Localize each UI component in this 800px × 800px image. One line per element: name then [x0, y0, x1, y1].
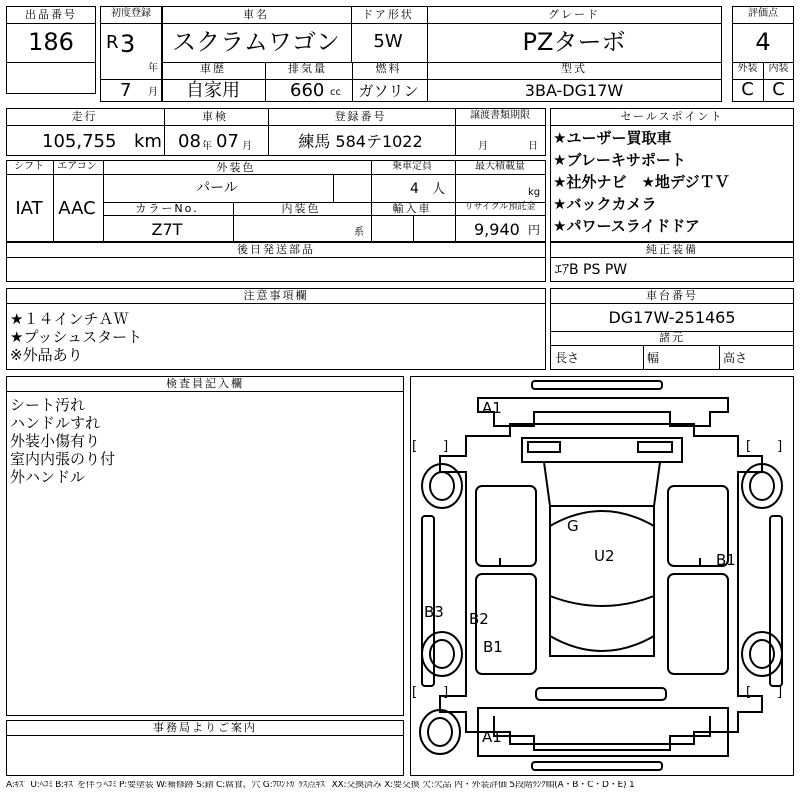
ext-grade: C [741, 79, 754, 100]
fuel: ガソリン [358, 82, 419, 100]
capacity: 4 [410, 181, 419, 197]
fuel-label: 燃料 [375, 62, 402, 75]
caution-item: ★１４インチＡＷ [10, 310, 129, 328]
registration-number: 練馬 584テ1022 [298, 132, 423, 151]
car-diagram [410, 376, 794, 776]
transfer-month-unit: 月 [478, 141, 488, 152]
shift: IAT [15, 198, 43, 219]
bracket-mark: [ ] [746, 439, 783, 454]
cautions-label: 注意事項欄 [243, 289, 309, 302]
grade: PZターボ [522, 28, 626, 56]
recycle-label: リサイクル預託金 [464, 202, 536, 212]
ac: AAC [58, 198, 96, 219]
legend: A:ｷｽﾞ U:ﾍｺﾐ B:ｷｽﾞを伴うﾍｺﾐ P:要塗装 W:補修跡 S:錆 C:腐食、穴 G:ﾌﾛﾝﾄｶﾞﾗｽ点ｷｽﾞ XX:交換済み X:要交換 欠:欠品 内・外装評価 5段階ﾗﾝｸ順(A・B・C・D・E) 1 [6, 781, 635, 790]
chassis-label: 車台番号 [646, 289, 698, 302]
month-unit: 月 [148, 87, 158, 98]
bracket-mark: [ ] [412, 685, 449, 700]
capacity-unit: 人 [432, 182, 446, 197]
inspection-month-unit: 月 [242, 141, 252, 152]
history: 自家用 [186, 80, 240, 101]
first-reg-label: 初度登録 [111, 8, 151, 19]
car-name-label: 車名 [243, 8, 269, 21]
sales-point-item: ★社外ナビ ★地デジＴＶ [553, 173, 730, 191]
max-load-unit: kg [528, 187, 541, 198]
inspector-note: ハンドルすれ [10, 414, 101, 432]
inspector-label: 検査員記入欄 [166, 377, 244, 390]
int-grade: C [772, 79, 785, 100]
shift-label: シフト [14, 161, 44, 172]
score: 4 [755, 28, 771, 56]
damage-mark: A1 [482, 399, 502, 417]
later-parts-label: 後日発送部品 [237, 243, 315, 256]
mileage: 105,755 [42, 131, 117, 152]
equipment-value: ｴｱB PS PW [555, 262, 628, 278]
caution-item: ※外品あり [10, 346, 83, 364]
ext-color: パール [196, 180, 238, 196]
bracket-mark: [ ] [746, 685, 783, 700]
inspection-month: 07 [216, 131, 239, 152]
spec-label: 諸元 [659, 331, 685, 344]
damage-mark: G [567, 517, 579, 535]
mileage-label: 走行 [71, 110, 98, 123]
door-type: 5W [373, 31, 403, 52]
ext-color-label: 外装色 [216, 161, 256, 174]
max-load-label: 最大積載量 [475, 161, 525, 172]
capacity-label: 乗車定員 [392, 161, 432, 172]
transfer-docs-label: 譲渡書類期限 [470, 110, 530, 121]
sales-point-item: ★パワースライドドア [553, 217, 700, 235]
inspector-note: 室内内張のり付 [10, 450, 116, 468]
model-code: 3BA-DG17W [524, 81, 624, 100]
door-label: ドア形状 [362, 8, 414, 21]
score-label: 評価点 [748, 8, 778, 19]
import-label: 輸入車 [392, 202, 432, 215]
inspection-year: 08 [178, 131, 201, 152]
reg-no-label: 登録番号 [334, 110, 387, 123]
office-label: 事務局よりご案内 [153, 721, 257, 734]
damage-mark: B1 [483, 638, 503, 656]
recycle-fee: 9,940 [474, 220, 520, 239]
era: R [106, 32, 119, 53]
displacement-unit: cc [330, 87, 341, 98]
displacement-label: 排気量 [288, 62, 327, 75]
damage-mark: B3 [424, 603, 444, 621]
car-name: スクラムワゴン [172, 28, 340, 56]
grade-label: グレード [548, 8, 600, 21]
inspection-label: 車検 [202, 110, 228, 123]
color-no-label: カラーNo. [135, 202, 199, 215]
lot-label: 出品番号 [25, 8, 77, 21]
length-label: 長さ [555, 351, 580, 365]
int-grade-label: 内装 [768, 63, 789, 74]
inspection-year-unit: 年 [202, 141, 212, 152]
history-label: 車歴 [200, 62, 226, 75]
inspector-note: 外装小傷有り [10, 432, 101, 450]
recycle-unit: 円 [528, 223, 541, 237]
sales-points-label: セールスポイント [620, 110, 724, 123]
height-label: 高さ [723, 351, 748, 365]
caution-item: ★プッシュスタート [10, 328, 143, 346]
color-no: Z7T [151, 220, 183, 239]
lot-number: 186 [28, 28, 74, 56]
bracket-mark: [ ] [412, 439, 449, 454]
displacement: 660 [290, 80, 325, 101]
width-label: 幅 [647, 351, 660, 365]
inspector-note: 外ハンドル [10, 468, 86, 486]
chassis-number: DG17W-251465 [608, 308, 736, 327]
damage-mark: B2 [469, 610, 489, 628]
damage-mark: B1 [716, 551, 736, 569]
mileage-unit: km [134, 131, 162, 152]
sales-point-item: ★バックカメラ [553, 195, 657, 213]
sales-point-item: ★ブレーキサポート [553, 151, 686, 169]
transfer-day-unit: 日 [528, 141, 538, 152]
int-color-label: 内装色 [281, 202, 321, 215]
inspector-note: シート汚れ [10, 396, 86, 414]
first-reg-year: 3 [120, 30, 136, 58]
first-reg-month: 7 [120, 80, 132, 101]
model-label: 型式 [561, 62, 587, 75]
year-unit: 年 [148, 63, 158, 74]
sales-point-item: ★ユーザー買取車 [553, 129, 672, 147]
ext-grade-label: 外装 [737, 63, 758, 74]
int-color-unit: 系 [354, 227, 364, 238]
ac-label: エアコン [57, 161, 97, 172]
damage-mark: A1 [482, 728, 502, 746]
damage-mark: U2 [594, 547, 615, 565]
equipment-label: 純正装備 [646, 243, 698, 256]
